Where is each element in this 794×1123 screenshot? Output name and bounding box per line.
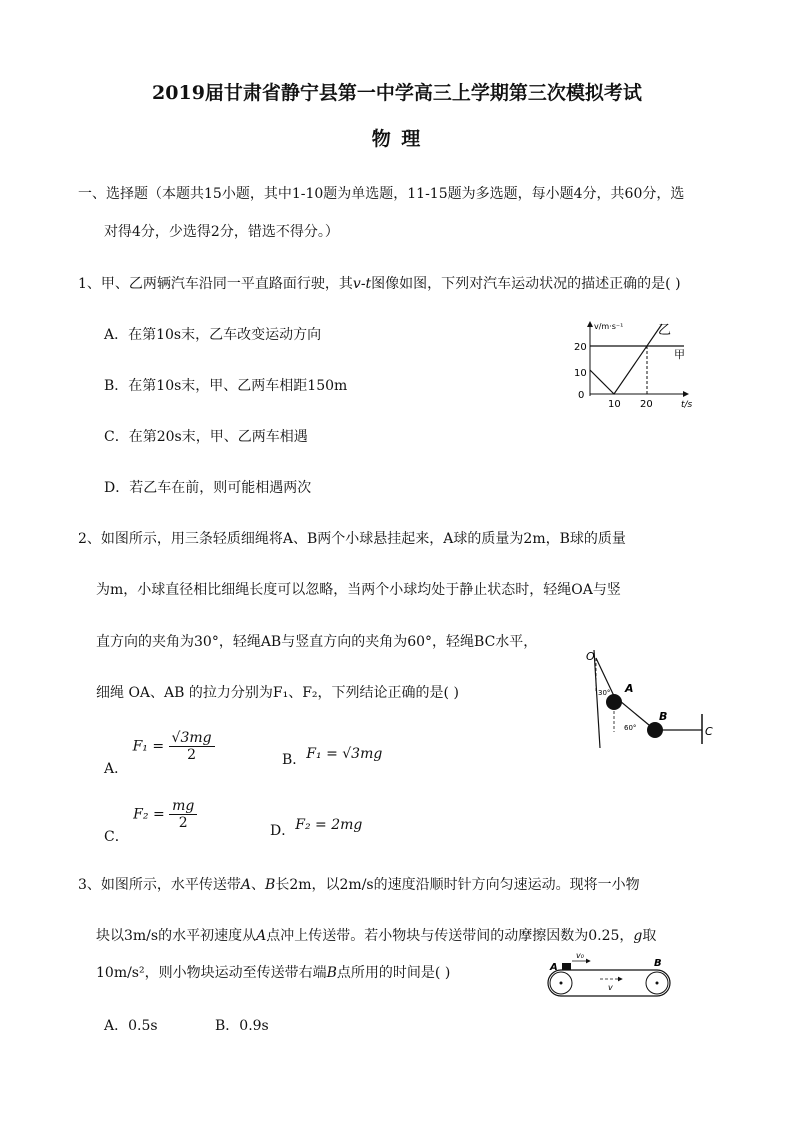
section-instructions-line1: 一、选择题（本题共15小题，其中1-10题为单选题，11-15题为多选题，每小题4分，共60分，选 bbox=[78, 186, 685, 202]
subject-title: 物 理 bbox=[371, 128, 423, 150]
q2-option-d[interactable]: D．F₂ = 2mg bbox=[270, 817, 363, 839]
q1-option-a[interactable]: A．在第10s末，乙车改变运动方向 bbox=[104, 327, 322, 343]
label-c: C bbox=[705, 725, 713, 738]
q2-stem-line2: 为m，小球直径相比细绳长度可以忽略，当两个小球均处于静止状态时，轻绳OA与竖 bbox=[96, 582, 621, 598]
q1-stem: 1、甲、乙两辆汽车沿同一平直路面行驶，其v-t图像如图，下列对汽车运动状况的描述正确的是( ) bbox=[78, 276, 681, 292]
q1-option-b[interactable]: B．在第10s末，甲、乙两车相距150m bbox=[104, 378, 348, 394]
y-tick-0: 0 bbox=[578, 390, 585, 401]
label-v: v bbox=[608, 983, 613, 992]
label-a: A bbox=[625, 682, 634, 695]
q2-option-a[interactable]: A． F₁ = $\frac{√3mg}{2}$ bbox=[104, 730, 215, 778]
q1-vt-graph bbox=[558, 316, 704, 412]
section-instructions-line2: 对得4分，少选得2分，错选不得分。） bbox=[104, 224, 339, 240]
pulley-right-axle bbox=[656, 982, 659, 985]
y-tick-10: 10 bbox=[574, 368, 587, 379]
label-yi: 乙 bbox=[658, 323, 672, 338]
label-a: A bbox=[550, 962, 558, 973]
q3-option-b[interactable]: B．0.9s bbox=[215, 1018, 269, 1034]
q2-option-c[interactable]: C． F₂ = $\frac{mg}{2}$ bbox=[104, 798, 197, 846]
label-b: B bbox=[654, 958, 662, 969]
page-title: 2019届甘肃省静宁县第一中学高三上学期第三次模拟考试 bbox=[152, 82, 642, 104]
q2-stem-line3: 直方向的夹角为30°，轻绳AB与竖直方向的夹角为60°，轻绳BC水平， bbox=[96, 634, 538, 650]
x-tick-20: 20 bbox=[640, 399, 653, 410]
q1-option-d[interactable]: D．若乙车在前，则可能相遇两次 bbox=[104, 480, 312, 496]
q2-option-b[interactable]: B．F₁ = √3mg bbox=[282, 746, 383, 768]
y-tick-20: 20 bbox=[574, 342, 587, 353]
label-jia: 甲 bbox=[674, 348, 685, 361]
q2-stem-line1: 2、如图所示，用三条轻质细绳将A、B两个小球悬挂起来，A球的质量为2m，B球的质量 bbox=[78, 531, 626, 547]
x-tick-10: 10 bbox=[608, 399, 621, 410]
label-v0: v₀ bbox=[576, 951, 584, 960]
angle-30: 30° bbox=[598, 689, 611, 697]
angle-60: 60° bbox=[624, 724, 637, 732]
q1-option-c[interactable]: C．在第20s末，甲、乙两车相遇 bbox=[104, 429, 308, 445]
q3-stem-line2: 块以3m/s的水平初速度从A点冲上传送带。若小物块与传送带间的动摩擦因数为0.25，g取 bbox=[96, 928, 657, 944]
label-o: O bbox=[586, 650, 595, 663]
q3-conveyor-figure bbox=[542, 948, 678, 1000]
block bbox=[562, 963, 571, 970]
q3-option-a[interactable]: A．0.5s bbox=[104, 1018, 158, 1034]
x-axis-label: t/s bbox=[681, 400, 693, 410]
ball-b bbox=[647, 722, 663, 738]
pulley-left-axle bbox=[560, 982, 563, 985]
line-yi bbox=[590, 324, 662, 394]
label-b: B bbox=[659, 710, 668, 723]
q2-stem-line4: 细绳 OA、AB 的拉力分别为F₁、F₂，下列结论正确的是( ) bbox=[96, 685, 459, 701]
y-axis-label: v/m·s⁻¹ bbox=[594, 322, 624, 331]
q3-stem-line3: 10m/s²，则小物块运动至传送带右端B点所用的时间是( ) bbox=[96, 965, 451, 981]
q3-stem-line1: 3、如图所示，水平传送带A、B长2m，以2m/s的速度沿顺时针方向匀速运动。现将一小物 bbox=[78, 877, 640, 893]
q2-figure bbox=[582, 644, 722, 752]
